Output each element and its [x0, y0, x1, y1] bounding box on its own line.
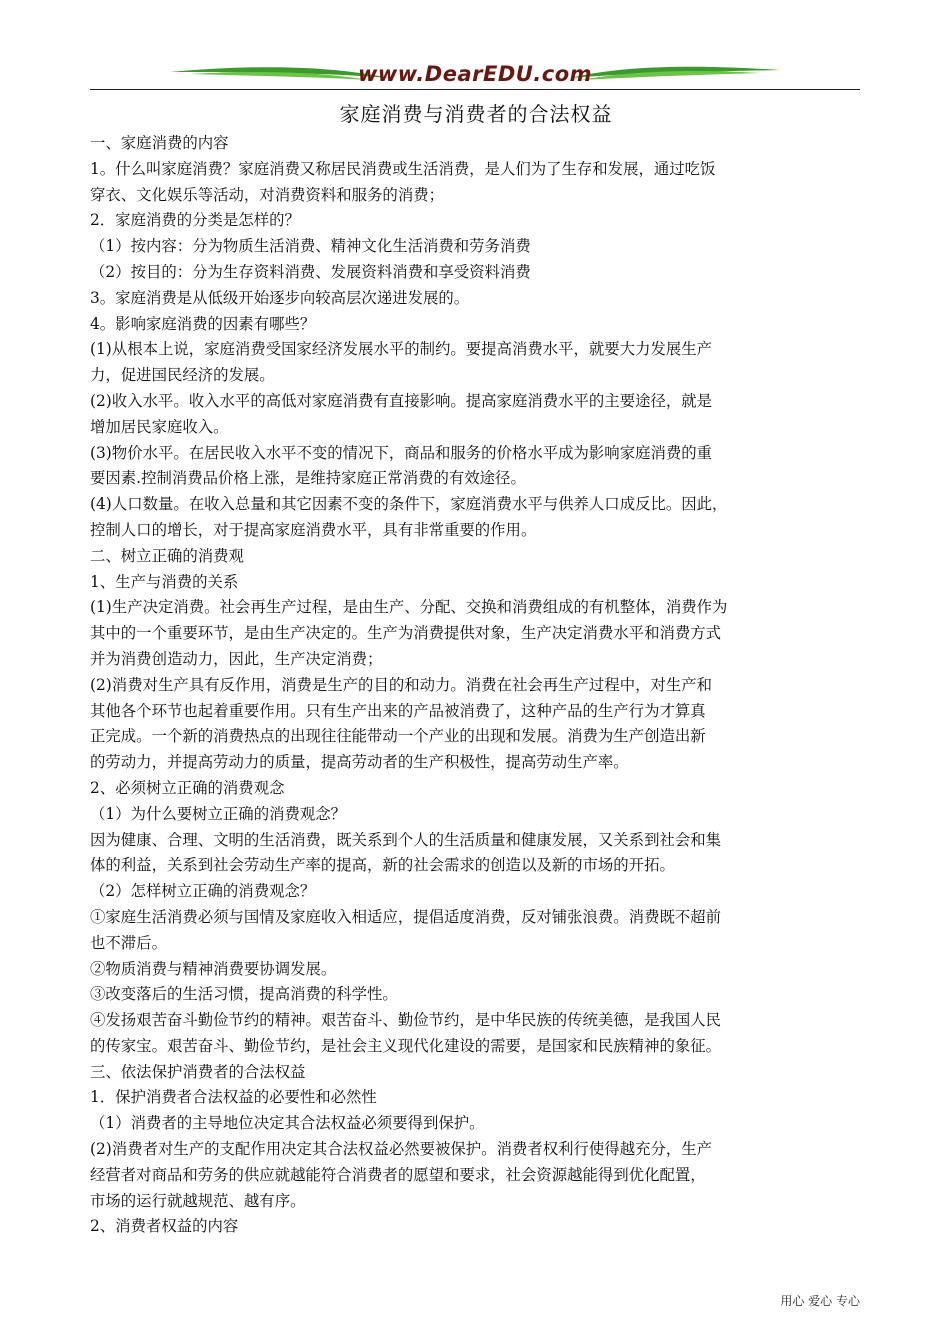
text-line: ④发扬艰苦奋斗勤俭节约的精神。艰苦奋斗、勤俭节约，是中华民族的传统美德，是我国人民: [90, 1011, 722, 1030]
text-line: 经营者对商品和劳务的供应就越能符合消费者的愿望和要求，社会资源越能得到优化配置，: [90, 1165, 706, 1184]
text-line: (2)消费对生产具有反作用，消费是生产的目的和动力。消费在社会再生产过程中，对生产和: [90, 675, 713, 694]
text-line: 的传家宝。艰苦奋斗、勤俭节约，是社会主义现代化建设的需要，是国家和民族精神的象征。: [90, 1036, 722, 1055]
text-line: 其他各个环节也起着重要作用。只有生产出来的产品被消费了，这种产品的生产行为才算真: [90, 701, 706, 720]
text-line: 二、树立正确的消费观: [90, 546, 244, 565]
text-line: （1）消费者的主导地位决定其合法权益必须要得到保护。: [90, 1114, 485, 1133]
text-line: 体的利益，关系到社会劳动生产率的提高，新的社会需求的创造以及新的市场的开拓。: [90, 856, 675, 875]
header-divider: [90, 89, 860, 90]
text-line: 的劳动力，并提高劳动力的质量，提高劳动者的生产积极性，提高劳动生产率。: [90, 753, 629, 772]
text-line: 其中的一个重要环节，是由生产决定的。生产为消费提供对象，生产决定消费水平和消费方式: [90, 624, 722, 643]
text-line: （1）按内容：分为物质生活消费、精神文化生活消费和劳务消费: [90, 237, 531, 256]
text-line: (4)人口数量。在收入总量和其它因素不变的条件下，家庭消费水平与供养人口成反比。因此，: [90, 495, 728, 514]
text-line: (1)生产决定消费。社会再生产过程，是由生产、分配、交换和消费组成的有机整体，消费作为: [90, 598, 728, 617]
text-line: 4。影响家庭消费的因素有哪些？: [90, 314, 316, 333]
page-footer: 用心 爱心 专心: [780, 1294, 860, 1308]
text-line: 2．家庭消费的分类是怎样的？: [90, 211, 300, 230]
site-logo-text[interactable]: www.DearEDU.com: [357, 62, 593, 86]
text-line: 正完成。一个新的消费热点的出现往往能带动一个产业的出现和发展。消费为生产创造出新: [90, 727, 706, 746]
text-line: 穿衣、文化娱乐等活动，对消费资料和服务的消费；: [90, 185, 444, 204]
text-line: 市场的运行就越规范、越有序。: [90, 1191, 306, 1210]
document-body: [90, 101, 862, 1240]
text-line: （1）为什么要树立正确的消费观念？: [90, 804, 347, 823]
site-header: [90, 58, 860, 92]
text-line: 因为健康、合理、文明的生活消费，既关系到个人的生活质量和健康发展，又关系到社会和集: [90, 830, 722, 849]
text-line: (1)从根本上说，家庭消费受国家经济发展水平的制约。要提高消费水平，就要大力发展生产: [90, 340, 713, 359]
text-line: (2)消费者对生产的支配作用决定其合法权益必然要被保护。消费者权利行使得越充分，生产: [90, 1140, 713, 1159]
text-line: 力，促进国民经济的发展。: [90, 366, 275, 385]
text-line: 1．保护消费者合法权益的必要性和必然性: [90, 1088, 377, 1107]
text-line: 控制人口的增长，对于提高家庭消费水平，具有非常重要的作用。: [90, 520, 537, 539]
text-line: (3)物价水平。在居民收入水平不变的情况下，商品和服务的价格水平成为影响家庭消费的重: [90, 443, 713, 462]
text-line: 1。什么叫家庭消费？家庭消费又称居民消费或生活消费，是人们为了生存和发展，通过吃饭: [90, 159, 716, 178]
text-line: 三、依法保护消费者的合法权益: [90, 1062, 306, 1081]
text-line: 并为消费创造动力，因此，生产决定消费；: [90, 649, 383, 668]
text-line: (2)收入水平。收入水平的高低对家庭消费有直接影响。提高家庭消费水平的主要途径，就是: [90, 391, 713, 410]
page-title: 家庭消费与消费者的合法权益: [339, 102, 613, 126]
text-line: （2）按目的：分为生存资料消费、发展资料消费和享受资料消费: [90, 262, 531, 281]
text-line: 2、消费者权益的内容: [90, 1217, 239, 1236]
text-line: 一、家庭消费的内容: [90, 134, 229, 152]
text-line: ③改变落后的生活习惯，提高消费的科学性。: [90, 985, 398, 1004]
text-line: 3。家庭消费是从低级开始逐步向较高层次递进发展的。: [90, 288, 470, 307]
text-line: 也不滞后。: [90, 933, 167, 952]
text-line: ①家庭生活消费必须与国情及家庭收入相适应，提倡适度消费，反对铺张浪费。消费既不超前: [90, 907, 722, 926]
text-line: （2）怎样树立正确的消费观念？: [90, 882, 316, 901]
body-text: [90, 131, 862, 1240]
text-line: ②物质消费与精神消费要协调发展。: [90, 959, 337, 978]
text-line: 2、必须树立正确的消费观念: [90, 778, 285, 797]
text-line: 1、生产与消费的关系: [90, 572, 239, 591]
text-line: 要因素.控制消费品价格上涨，是维持家庭正常消费的有效途径。: [90, 469, 526, 488]
text-line: 增加居民家庭收入。: [90, 417, 229, 436]
